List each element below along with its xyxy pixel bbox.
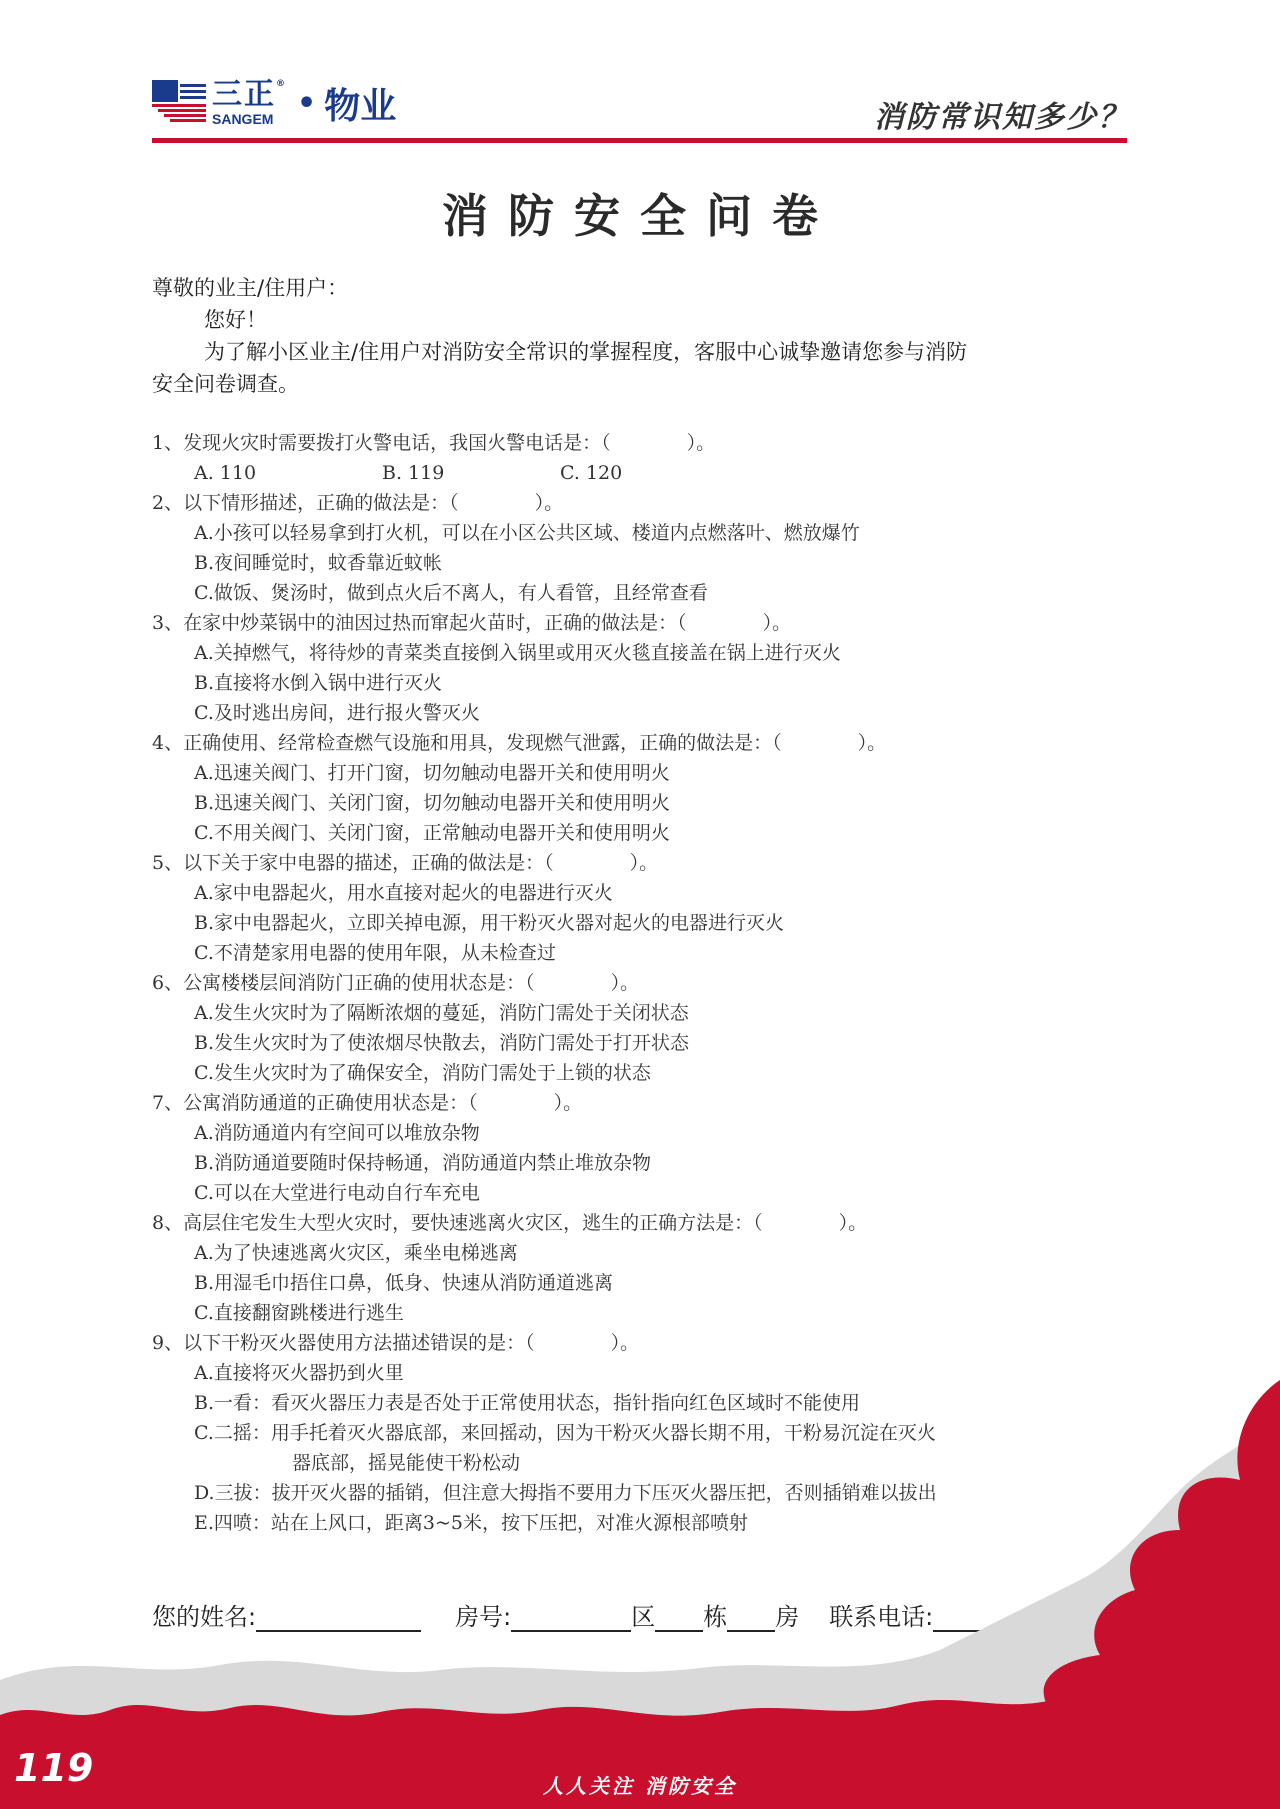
brand-cn: 三正 [212,77,276,112]
option: A.发生火灾时为了隔断浓烟的蔓延，消防门需处于关闭状态 [194,1002,689,1024]
option: B. 119 [382,462,445,484]
option: A.消防通道内有空间可以堆放杂物 [194,1122,480,1144]
option: B.一看：看灭火器压力表是否处于正常使用状态，指针指向红色区域时不能使用 [194,1392,861,1414]
brand-business: 物业 [324,85,397,127]
room-label: 房号: [455,1603,512,1631]
question-2: 2、以下情形描述，正确的做法是：（ ）。 [152,492,564,514]
question-5: 5、以下关于家中电器的描述，正确的做法是：（ ）。 [152,852,659,874]
option: D.三拔：拔开灭火器的插销，但注意大拇指不要用力下压灭火器压把，否则插销难以拔出 [194,1482,937,1504]
brand-en: SANGEM [212,111,274,127]
option: A.小孩可以轻易拿到打火机，可以在小区公共区域、楼道内点燃落叶、燃放爆竹 [194,522,860,544]
option: B.发生火灾时为了使浓烟尽快散去，消防门需处于打开状态 [194,1032,690,1054]
option: B.迅速关阀门、关闭门窗，切勿触动电器开关和使用明火 [194,792,671,814]
intro-body: 为了解小区业主/住用户对消防安全常识的掌握程度，客服中心诚挚邀请您参与消防 [204,340,968,364]
question-3: 3、在家中炒菜锅中的油因过热而窜起火苗时，正确的做法是：（ ）。 [152,612,792,634]
option: B.消防通道要随时保持畅通，消防通道内禁止堆放杂物 [194,1152,652,1174]
intro [152,272,1112,400]
question-6: 6、公寓楼楼层间消防门正确的使用状态是：（ ）。 [152,972,640,994]
option: B.用湿毛巾捂住口鼻，低身、快速从消防通道逃离 [194,1272,614,1294]
building-label: 栋 [703,1603,728,1631]
option: A.家中电器起火，用水直接对起火的电器进行灭火 [194,882,613,904]
option: E.四喷：站在上风口，距离3~5米，按下压把，对准火源根部喷射 [194,1512,749,1534]
question-4: 4、正确使用、经常检查燃气设施和用具，发现燃气泄露，正确的做法是：（ ）。 [152,732,887,754]
option: C.发生火灾时为了确保安全，消防门需处于上锁的状态 [194,1062,651,1084]
option: A.关掉燃气，将待炒的青菜类直接倒入锅里或用灭火毯直接盖在锅上进行灭火 [194,642,841,664]
question-1: 1、发现火灾时需要拨打火警电话，我国火警电话是：（ ）。 [152,432,716,454]
intro-body-cont: 安全问卷调查。 [152,372,299,396]
brand-dot: • [297,85,317,121]
registered-mark: ® [276,79,287,89]
option: A.为了快速逃离火灾区，乘坐电梯逃离 [194,1242,518,1264]
header-divider [152,138,1127,143]
district-label: 区 [631,1603,656,1631]
question-9: 9、以下干粉灭火器使用方法描述错误的是：（ ）。 [152,1332,640,1354]
footer-slogan: 人人关注 消防安全 [543,1774,737,1798]
option: C. 120 [560,462,623,484]
option: C.及时逃出房间，进行报火警灭火 [194,702,480,724]
option: C.不用关阀门、关闭门窗，正常触动电器开关和使用明火 [194,822,670,844]
option: C.做饭、煲汤时，做到点火后不离人，有人看管，且经常查看 [194,582,708,604]
question-list [152,428,1132,1538]
option: C.直接翻窗跳楼进行逃生 [194,1302,404,1324]
option: B.直接将水倒入锅中进行灭火 [194,672,443,694]
page-title: 消防安全问卷 [442,189,838,243]
option-continuation: 器底部，摇晃能使干粉松动 [292,1452,521,1474]
question-1-options [152,458,1132,488]
intro-salutation: 尊敬的业主/住用户： [152,276,349,300]
page-number: 119 [14,1746,94,1790]
question-8: 8、高层住宅发生大型火灾时，要快速逃离火灾区，逃生的正确方法是：（ ）。 [152,1212,868,1234]
header-slogan: 消防常识知多少？ [874,100,1130,135]
room-label-suffix: 房 [775,1603,800,1631]
option: A.直接将灭火器扔到火里 [194,1362,404,1384]
flame-footer-graphic [0,1380,1280,1809]
option: C.不清楚家用电器的使用年限，从未检查过 [194,942,556,964]
phone-label: 联系电话: [829,1603,934,1631]
question-7: 7、公寓消防通道的正确使用状态是：（ ）。 [152,1092,583,1114]
option: B.夜间睡觉时，蚊香靠近蚊帐 [194,552,443,574]
option: C.二摇：用手托着灭火器底部，来回摇动，因为干粉灭火器长期不用，干粉易沉淀在灭火 [194,1422,936,1444]
brand-logo [152,78,396,128]
intro-greeting: 您好！ [204,308,267,332]
sangem-logo-icon [152,80,206,126]
option: A. 110 [194,462,257,484]
option: C.可以在大堂进行电动自行车充电 [194,1182,480,1204]
option: A.迅速关阀门、打开门窗，切勿触动电器开关和使用明火 [194,762,670,784]
name-label: 您的姓名: [152,1603,257,1631]
option: B.家中电器起火，立即关掉电源，用干粉灭火器对起火的电器进行灭火 [194,912,785,934]
